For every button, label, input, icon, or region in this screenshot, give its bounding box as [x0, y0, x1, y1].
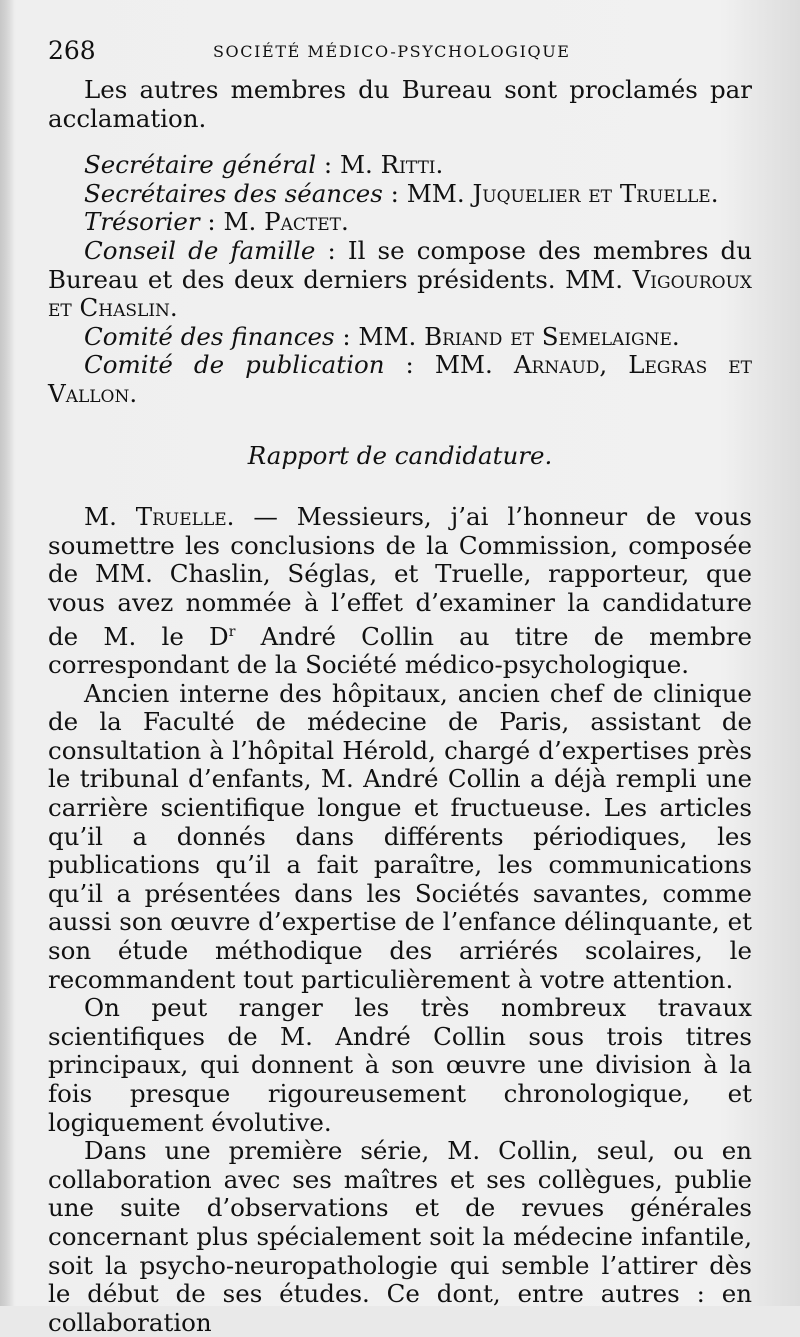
speaker-name: M. Truelle.	[84, 502, 235, 532]
officer-entry: Trésorier : M. Pactet.	[84, 207, 349, 237]
officer-role: Conseil de famille	[84, 235, 316, 265]
report-paragraph: On peut ranger les très nombreux travaux scientifiques de M. André Collin sous trois titres principaux, qui donnent à son œuvre une division à la fois presque rigoureusement chronologique, et logiquement évolutive.	[48, 993, 752, 1137]
officer-names: Vigouroux et Chaslin	[48, 264, 752, 323]
intro-paragraph: Les autres membres du Bureau sont proclamés par acclamation.	[48, 75, 752, 133]
officer-role: Secrétaires des séances	[84, 178, 383, 208]
page-number: 268	[48, 36, 96, 65]
report-paragraph: Ancien interne des hôpitaux, ancien chef de clinique de la Faculté de médecine de Paris, assistant de consultation à l’hôpital Hérold, chargé d’expertises près le tribunal d’enfants, M. André Collin a déjà rempli une carrière scientifique longue et fructueuse. Les articles qu’il a donnés dans différents périodiques, les publications qu’il a fait paraître, les communications qu’il a présentées dans les Sociétés savantes, comme aussi son œuvre d’expertise de l’enfance délinquante, et son étude méthodique des arriérés scolaires, le recommandent tout particulièrement à votre attention.	[48, 678, 752, 994]
running-head: SOCIÉTÉ MÉDICO-PSYCHOLOGIQUE	[213, 42, 571, 61]
officer-entry: Secrétaires des séances : MM. Juquelier et Truelle.	[84, 178, 719, 208]
officer-names: Briand et Semelaigne	[424, 321, 672, 351]
page-header	[48, 36, 752, 66]
report-paragraph: M. Truelle. — Messieurs, j’ai l’honneur de vous soumettre les conclusions de la Commission, composée de MM. Chaslin, Séglas, et Truelle, rapporteur, que vous avez nommée à l’effet d’examiner la candidature de M. le $D^r$ André Collin au titre de membre correspondant de la Société médico-psychologique.	[48, 502, 752, 680]
officer-names: Pactet	[264, 207, 341, 237]
section-title: Rapport de candidature.	[247, 440, 553, 470]
officer-entry: Secrétaire général : M. Ritti.	[84, 150, 444, 180]
report-paragraph: Dans une première série, M. Collin, seul, ou en collaboration avec ses maîtres et ses collègues, publie une suite d’observations et de revues générales concernant plus spécialement soit la médecine infantile, soit la psycho-neuropathologie qui semble l’attirer dès le début de ses études. Ce dont, entre autres : en collaboration	[48, 1136, 752, 1337]
officer-entry: Comité des finances : MM. Briand et Semelaigne.	[84, 321, 680, 351]
officer-role: Comité de publication	[84, 350, 385, 380]
officer-names: Ritti	[380, 150, 436, 180]
page-body	[48, 76, 752, 1337]
officer-role: Comité des finances	[84, 321, 335, 351]
officer-role: Trésorier	[84, 207, 200, 237]
officer-names: Arnaud, Legras et Vallon	[48, 350, 753, 408]
officer-entry: Conseil de famille : Il se compose des membres du Bureau et des deux derniers présidents. MM. Vigouroux et Chaslin.	[48, 235, 752, 323]
officer-entry: Comité de publication : MM. Arnaud, Legras et Vallon.	[48, 350, 753, 408]
officer-role: Secrétaire général	[84, 150, 317, 180]
page-gutter-shadow	[0, 0, 14, 1306]
officers-list	[48, 151, 752, 408]
officer-names: Juquelier et Truelle	[472, 178, 711, 208]
